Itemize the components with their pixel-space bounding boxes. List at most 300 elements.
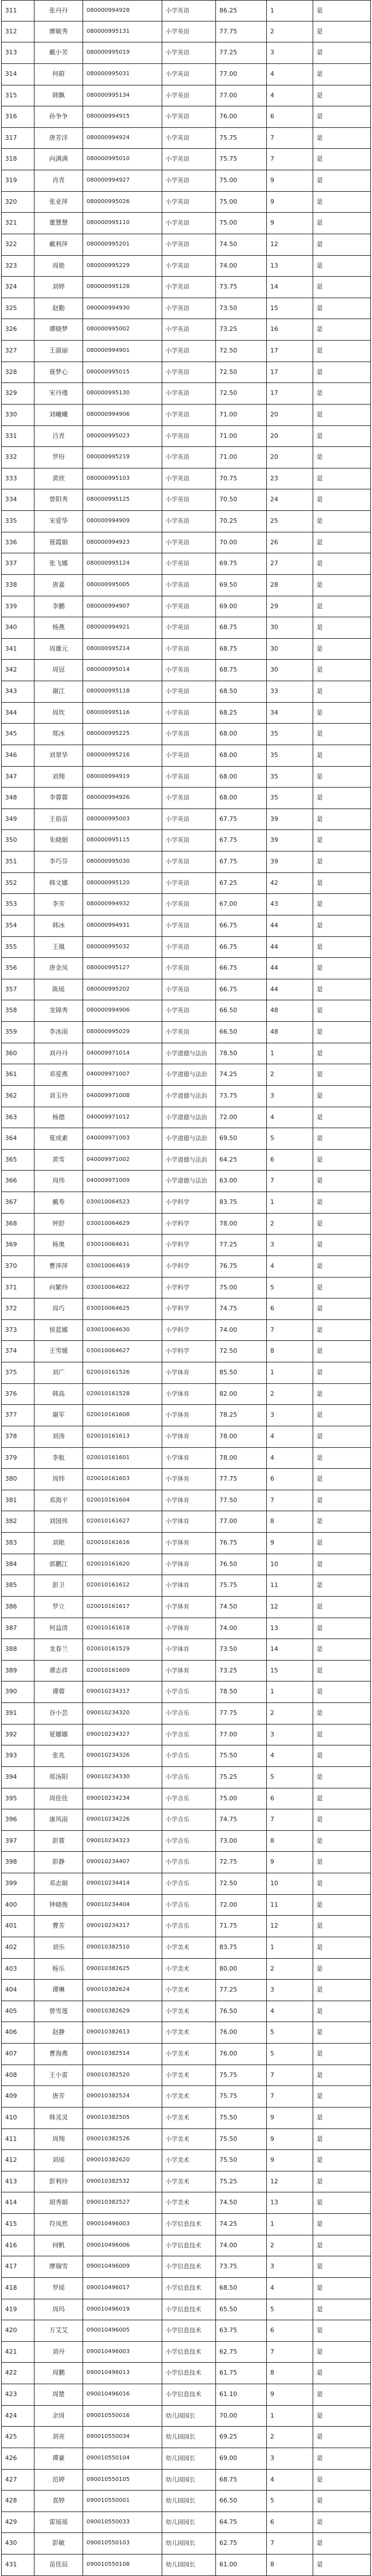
interview-status-cell: 是	[313, 745, 371, 766]
exam-ticket-number-cell: 040009971007	[83, 1064, 162, 1085]
position-rank-cell: 4	[266, 1107, 313, 1128]
table-row	[1, 2342, 371, 2363]
written-score-cell: 63.00	[215, 1171, 266, 1192]
candidate-name-cell: 唐芳洋	[34, 128, 83, 149]
table-row	[1, 1533, 371, 1554]
position-rank-cell: 29	[266, 596, 313, 617]
written-score-cell: 72.75	[215, 1852, 266, 1873]
position-rank-cell: 30	[266, 660, 313, 681]
row-number-cell: 378	[1, 1426, 34, 1447]
exam-ticket-number-cell: 040009971014	[83, 1043, 162, 1064]
candidate-name-cell: 王淑丽	[34, 341, 83, 362]
position-rank-cell: 13	[266, 2192, 313, 2213]
position-rank-cell: 5	[266, 2044, 313, 2065]
interview-status-cell: 是	[313, 1000, 371, 1021]
candidate-name-cell: 夏娜娜	[34, 1724, 83, 1745]
written-score-cell: 78.00	[215, 1448, 266, 1469]
position-cell: 小学美术	[162, 2108, 215, 2128]
position-rank-cell: 5	[266, 2299, 313, 2320]
row-number-cell: 349	[1, 809, 34, 830]
candidate-name-cell: 刘亮	[34, 2427, 83, 2448]
written-score-cell: 68.75	[215, 660, 266, 681]
written-score-cell: 72.50	[215, 362, 266, 383]
position-rank-cell: 14	[266, 277, 313, 298]
position-rank-cell: 9	[266, 213, 313, 234]
written-score-cell: 62.75	[215, 2342, 266, 2363]
written-score-cell: 74.50	[215, 234, 266, 255]
position-cell: 小学科学	[162, 1320, 215, 1341]
position-rank-cell: 24	[266, 489, 313, 510]
position-rank-cell: 7	[266, 2065, 313, 2086]
exam-ticket-number-cell: 080000995103	[83, 468, 162, 489]
exam-ticket-number-cell: 020010161528	[83, 1384, 162, 1405]
table-row	[1, 1384, 371, 1405]
row-number-cell: 422	[1, 2363, 34, 2384]
written-score-cell: 70.00	[215, 532, 266, 553]
row-number-cell: 387	[1, 1618, 34, 1639]
interview-status-cell: 是	[313, 1703, 371, 1724]
interview-status-cell: 是	[313, 213, 371, 234]
interview-status-cell: 是	[313, 1597, 371, 1618]
row-number-cell: 347	[1, 767, 34, 788]
candidate-name-cell: 唐嘉	[34, 575, 83, 596]
interview-status-cell: 是	[313, 1448, 371, 1469]
exam-ticket-number-cell: 090010550104	[83, 2448, 162, 2469]
row-number-cell: 388	[1, 1639, 34, 1660]
row-number-cell: 402	[1, 1937, 34, 1958]
exam-ticket-number-cell: 080000994919	[83, 767, 162, 788]
written-score-cell: 66.75	[215, 979, 266, 1000]
exam-ticket-number-cell: 080000994907	[83, 596, 162, 617]
written-score-cell: 74.25	[215, 2214, 266, 2235]
table-row	[1, 617, 371, 639]
position-cell: 小学信息技术	[162, 2214, 215, 2235]
interview-status-cell: 是	[313, 2427, 371, 2448]
interview-status-cell: 是	[313, 511, 371, 532]
row-number-cell: 334	[1, 489, 34, 510]
written-score-cell: 77.75	[215, 21, 266, 42]
position-cell: 小学英语	[162, 468, 215, 489]
position-cell: 小学英语	[162, 873, 215, 894]
exam-ticket-number-cell: 080000995131	[83, 21, 162, 42]
position-cell: 小学英语	[162, 703, 215, 724]
written-score-cell: 74.25	[215, 1064, 266, 1085]
written-score-cell: 63.75	[215, 2320, 266, 2341]
candidate-name-cell: 李鹏	[34, 596, 83, 617]
position-rank-cell: 4	[266, 2001, 313, 2022]
candidate-name-cell: 韩冰	[34, 915, 83, 936]
table-row	[1, 1895, 371, 1916]
written-score-cell: 73.75	[215, 2256, 266, 2277]
table-row	[1, 1959, 371, 1980]
table-row	[1, 703, 371, 724]
score-table	[1, 0, 371, 2576]
row-number-cell: 411	[1, 2129, 34, 2150]
exam-ticket-number-cell: 080000995032	[83, 937, 162, 958]
written-score-cell: 68.00	[215, 788, 266, 809]
table-row	[1, 1597, 371, 1618]
interview-status-cell: 是	[313, 1682, 371, 1702]
position-cell: 小学体育	[162, 1362, 215, 1383]
candidate-name-cell: 张飞娜	[34, 553, 83, 574]
table-row	[1, 1086, 371, 1107]
row-number-cell: 382	[1, 1511, 34, 1532]
position-rank-cell: 42	[266, 873, 313, 894]
table-row	[1, 2022, 371, 2044]
table-row	[1, 1192, 371, 1214]
interview-status-cell: 是	[313, 1256, 371, 1277]
candidate-name-cell: 周雄元	[34, 639, 83, 660]
table-row	[1, 1682, 371, 1703]
candidate-name-cell: 苗佳辰	[34, 2555, 83, 2575]
written-score-cell: 61.75	[215, 2363, 266, 2384]
position-cell: 小学音乐	[162, 1895, 215, 1916]
table-row	[1, 1490, 371, 1512]
candidate-name-cell: 雷瑶瑶	[34, 2512, 83, 2533]
row-number-cell: 423	[1, 2384, 34, 2405]
position-rank-cell: 10	[266, 1873, 313, 1894]
position-rank-cell: 13	[266, 256, 313, 277]
interview-status-cell: 是	[313, 1384, 371, 1405]
exam-ticket-number-cell: 040009971008	[83, 1086, 162, 1107]
candidate-name-cell: 罗立	[34, 1597, 83, 1618]
table-row	[1, 915, 371, 937]
table-row	[1, 1916, 371, 1937]
written-score-cell: 67.75	[215, 852, 266, 872]
interview-status-cell: 是	[313, 681, 371, 702]
row-number-cell: 342	[1, 660, 34, 681]
table-row	[1, 362, 371, 384]
position-cell: 小学科学	[162, 1256, 215, 1277]
exam-ticket-number-cell: 080000995229	[83, 256, 162, 277]
written-score-cell: 77.25	[215, 42, 266, 63]
row-number-cell: 360	[1, 1043, 34, 1064]
interview-status-cell: 是	[313, 1128, 371, 1149]
table-row	[1, 1831, 371, 1852]
written-score-cell: 69.50	[215, 1128, 266, 1149]
interview-status-cell: 是	[313, 1788, 371, 1809]
written-score-cell: 66.75	[215, 958, 266, 979]
exam-ticket-number-cell: 090010234323	[83, 1831, 162, 1852]
exam-ticket-number-cell: 080000994927	[83, 170, 162, 191]
candidate-name-cell: 韩飘	[34, 85, 83, 106]
exam-ticket-number-cell: 090010496019	[83, 2299, 162, 2320]
written-score-cell: 69.50	[215, 575, 266, 596]
position-cell: 小学英语	[162, 788, 215, 809]
table-row	[1, 2235, 371, 2257]
table-row	[1, 0, 371, 21]
position-rank-cell: 4	[266, 85, 313, 106]
interview-status-cell: 是	[313, 2555, 371, 2575]
exam-ticket-number-cell: 020010161612	[83, 1575, 162, 1596]
exam-ticket-number-cell: 020010161627	[83, 1511, 162, 1532]
exam-ticket-number-cell: 090010550108	[83, 2555, 162, 2575]
position-cell: 小学信息技术	[162, 2342, 215, 2363]
position-cell: 小学道德与法治	[162, 1043, 215, 1064]
row-number-cell: 409	[1, 2086, 34, 2107]
table-row	[1, 213, 371, 234]
position-rank-cell: 44	[266, 979, 313, 1000]
table-row	[1, 1745, 371, 1767]
table-row	[1, 1469, 371, 1490]
position-cell: 小学英语	[162, 767, 215, 788]
position-rank-cell: 8	[266, 1831, 313, 1852]
table-row	[1, 958, 371, 979]
exam-ticket-number-cell: 090010234330	[83, 1767, 162, 1788]
candidate-name-cell: 彭静	[34, 1852, 83, 1873]
candidate-name-cell: 朱晓娟	[34, 830, 83, 851]
position-cell: 小学体育	[162, 1554, 215, 1575]
row-number-cell: 329	[1, 383, 34, 404]
position-rank-cell: 8	[266, 2555, 313, 2575]
position-rank-cell: 8	[266, 1511, 313, 1532]
row-number-cell: 390	[1, 1682, 34, 1702]
position-rank-cell: 7	[266, 1171, 313, 1192]
position-cell: 小学英语	[162, 915, 215, 936]
table-row	[1, 149, 371, 170]
candidate-name-cell: 张兆	[34, 1745, 83, 1766]
interview-status-cell: 是	[313, 362, 371, 383]
position-cell: 小学英语	[162, 1, 215, 21]
position-cell: 小学信息技术	[162, 2256, 215, 2277]
position-rank-cell: 20	[266, 426, 313, 447]
row-number-cell: 366	[1, 1171, 34, 1192]
position-rank-cell: 2	[266, 1384, 313, 1405]
candidate-name-cell: 张丹丹	[34, 1, 83, 21]
candidate-name-cell: 杨乐	[34, 1959, 83, 1980]
interview-status-cell: 是	[313, 1341, 371, 1362]
row-number-cell: 380	[1, 1469, 34, 1490]
interview-status-cell: 是	[313, 2384, 371, 2405]
position-cell: 小学英语	[162, 489, 215, 510]
position-cell: 小学英语	[162, 362, 215, 383]
position-rank-cell: 5	[266, 2491, 313, 2512]
position-cell: 小学体育	[162, 1661, 215, 1682]
interview-status-cell: 是	[313, 1745, 371, 1766]
position-rank-cell: 9	[266, 2108, 313, 2128]
candidate-name-cell: 周冠	[34, 660, 83, 681]
exam-ticket-number-cell: 020010161604	[83, 1490, 162, 1511]
position-cell: 小学科学	[162, 1235, 215, 1255]
candidate-name-cell: 何帆	[34, 2235, 83, 2256]
candidate-name-cell: 谭蓉	[34, 1682, 83, 1702]
candidate-name-cell: 周艳	[34, 256, 83, 277]
interview-status-cell: 是	[313, 170, 371, 191]
written-score-cell: 66.50	[215, 1000, 266, 1021]
exam-ticket-number-cell: 090010496013	[83, 2363, 162, 2384]
table-row	[1, 724, 371, 745]
position-cell: 小学英语	[162, 532, 215, 553]
candidate-name-cell: 戴寿	[34, 1192, 83, 1213]
position-cell: 小学英语	[162, 42, 215, 63]
row-number-cell: 431	[1, 2555, 34, 2575]
position-cell: 小学英语	[162, 596, 215, 617]
written-score-cell: 74.00	[215, 1320, 266, 1341]
candidate-name-cell: 钟晓俊	[34, 1895, 83, 1916]
position-cell: 小学音乐	[162, 1745, 215, 1766]
position-rank-cell: 17	[266, 341, 313, 362]
row-number-cell: 410	[1, 2108, 34, 2128]
written-score-cell: 86.25	[215, 1, 266, 21]
table-row	[1, 809, 371, 831]
interview-status-cell: 是	[313, 767, 371, 788]
written-score-cell: 71.00	[215, 447, 266, 468]
row-number-cell: 386	[1, 1597, 34, 1618]
exam-ticket-number-cell: 090010550033	[83, 2512, 162, 2533]
exam-ticket-number-cell: 080000995023	[83, 426, 162, 447]
written-score-cell: 77.50	[215, 1490, 266, 1511]
candidate-name-cell: 邓志娟	[34, 1873, 83, 1894]
written-score-cell: 75.50	[215, 2129, 266, 2150]
candidate-name-cell: 赵勤	[34, 298, 83, 319]
candidate-name-cell: 韩灵灵	[34, 2108, 83, 2128]
position-cell: 小学音乐	[162, 1682, 215, 1702]
interview-status-cell: 是	[313, 553, 371, 574]
exam-ticket-number-cell: 020010161609	[83, 1661, 162, 1682]
exam-ticket-number-cell: 080000995120	[83, 873, 162, 894]
table-row	[1, 639, 371, 660]
interview-status-cell: 是	[313, 937, 371, 958]
table-row	[1, 298, 371, 320]
written-score-cell: 70.75	[215, 468, 266, 489]
row-number-cell: 318	[1, 149, 34, 170]
table-row	[1, 979, 371, 1001]
position-cell: 小学英语	[162, 128, 215, 149]
written-score-cell: 76.50	[215, 2001, 266, 2022]
position-rank-cell: 9	[266, 170, 313, 191]
written-score-cell: 75.75	[215, 128, 266, 149]
row-number-cell: 396	[1, 1809, 34, 1830]
written-score-cell: 83.75	[215, 1937, 266, 1958]
interview-status-cell: 是	[313, 1086, 371, 1107]
exam-ticket-number-cell: 090010382505	[83, 2108, 162, 2128]
written-score-cell: 68.25	[215, 703, 266, 724]
exam-ticket-number-cell: 090010550016	[83, 2406, 162, 2427]
position-rank-cell: 1	[266, 1043, 313, 1064]
position-rank-cell: 2	[266, 21, 313, 42]
candidate-name-cell: 刘玉玲	[34, 1086, 83, 1107]
candidate-name-cell: 曹芳	[34, 1916, 83, 1937]
position-cell: 小学美术	[162, 2171, 215, 2192]
position-rank-cell: 3	[266, 42, 313, 63]
exam-ticket-number-cell: 090010550103	[83, 2533, 162, 2554]
candidate-name-cell: 聂霞娟	[34, 532, 83, 553]
candidate-name-cell: 黄欣	[34, 468, 83, 489]
row-number-cell: 337	[1, 553, 34, 574]
row-number-cell: 313	[1, 42, 34, 63]
interview-status-cell: 是	[313, 1873, 371, 1894]
position-cell: 小学英语	[162, 21, 215, 42]
exam-ticket-number-cell: 080000995219	[83, 447, 162, 468]
table-row	[1, 256, 371, 277]
position-cell: 小学科学	[162, 1278, 215, 1298]
written-score-cell: 83.75	[215, 1192, 266, 1213]
exam-ticket-number-cell: 080000995225	[83, 724, 162, 745]
candidate-name-cell: 陈瑶	[34, 979, 83, 1000]
exam-ticket-number-cell: 090010234326	[83, 1745, 162, 1766]
row-number-cell: 345	[1, 724, 34, 745]
interview-status-cell: 是	[313, 958, 371, 979]
row-number-cell: 401	[1, 1916, 34, 1937]
position-rank-cell: 6	[266, 1469, 313, 1490]
candidate-name-cell: 向满满	[34, 149, 83, 170]
position-cell: 幼儿园园长	[162, 2555, 215, 2575]
written-score-cell: 74.50	[215, 1597, 266, 1618]
position-rank-cell: 35	[266, 745, 313, 766]
position-cell: 小学英语	[162, 830, 215, 851]
written-score-cell: 77.25	[215, 1980, 266, 2001]
position-rank-cell: 9	[266, 2384, 313, 2405]
exam-ticket-number-cell: 080000995134	[83, 85, 162, 106]
table-row	[1, 1214, 371, 1235]
exam-ticket-number-cell: 080000995216	[83, 745, 162, 766]
interview-status-cell: 是	[313, 405, 371, 425]
row-number-cell: 392	[1, 1724, 34, 1745]
row-number-cell: 311	[1, 1, 34, 21]
interview-status-cell: 是	[313, 2320, 371, 2341]
row-number-cell: 424	[1, 2406, 34, 2427]
row-number-cell: 429	[1, 2512, 34, 2533]
table-row	[1, 1064, 371, 1086]
exam-ticket-number-cell: 030010064629	[83, 1214, 162, 1235]
candidate-name-cell: 钟舒	[34, 1214, 83, 1235]
exam-ticket-number-cell: 090010382613	[83, 2022, 162, 2043]
interview-status-cell: 是	[313, 1235, 371, 1255]
written-score-cell: 68.75	[215, 2470, 266, 2491]
row-number-cell: 325	[1, 298, 34, 319]
row-number-cell: 355	[1, 937, 34, 958]
position-cell: 小学英语	[162, 447, 215, 468]
exam-ticket-number-cell: 020010161617	[83, 1597, 162, 1618]
exam-ticket-number-cell: 020010161601	[83, 1448, 162, 1469]
table-row	[1, 1362, 371, 1384]
table-row	[1, 788, 371, 809]
position-rank-cell: 7	[266, 128, 313, 149]
table-row	[1, 1788, 371, 1810]
position-rank-cell: 5	[266, 1128, 313, 1149]
written-score-cell: 73.75	[215, 1086, 266, 1107]
row-number-cell: 344	[1, 703, 34, 724]
row-number-cell: 362	[1, 1086, 34, 1107]
position-rank-cell: 26	[266, 532, 313, 553]
interview-status-cell: 是	[313, 1043, 371, 1064]
exam-ticket-number-cell: 080000994906	[83, 1000, 162, 1021]
row-number-cell: 421	[1, 2342, 34, 2363]
table-row	[1, 2278, 371, 2299]
candidate-name-cell: 李巧芬	[34, 852, 83, 872]
row-number-cell: 363	[1, 1107, 34, 1128]
position-rank-cell: 35	[266, 767, 313, 788]
position-rank-cell: 4	[266, 1448, 313, 1469]
exam-ticket-number-cell: 080000995118	[83, 681, 162, 702]
interview-status-cell: 是	[313, 703, 371, 724]
exam-ticket-number-cell: 080000995214	[83, 639, 162, 660]
row-number-cell: 335	[1, 511, 34, 532]
written-score-cell: 69.00	[215, 2448, 266, 2469]
position-cell: 小学英语	[162, 553, 215, 574]
position-cell: 幼儿园园长	[162, 2512, 215, 2533]
interview-status-cell: 是	[313, 2171, 371, 2192]
table-row	[1, 2555, 371, 2576]
table-row	[1, 2470, 371, 2491]
row-number-cell: 417	[1, 2256, 34, 2277]
candidate-name-cell: 廖瑞雪	[34, 2256, 83, 2277]
table-row	[1, 1852, 371, 1873]
table-row	[1, 553, 371, 575]
position-rank-cell: 11	[266, 1895, 313, 1916]
candidate-name-cell: 何蔚	[34, 64, 83, 85]
row-number-cell: 364	[1, 1128, 34, 1149]
